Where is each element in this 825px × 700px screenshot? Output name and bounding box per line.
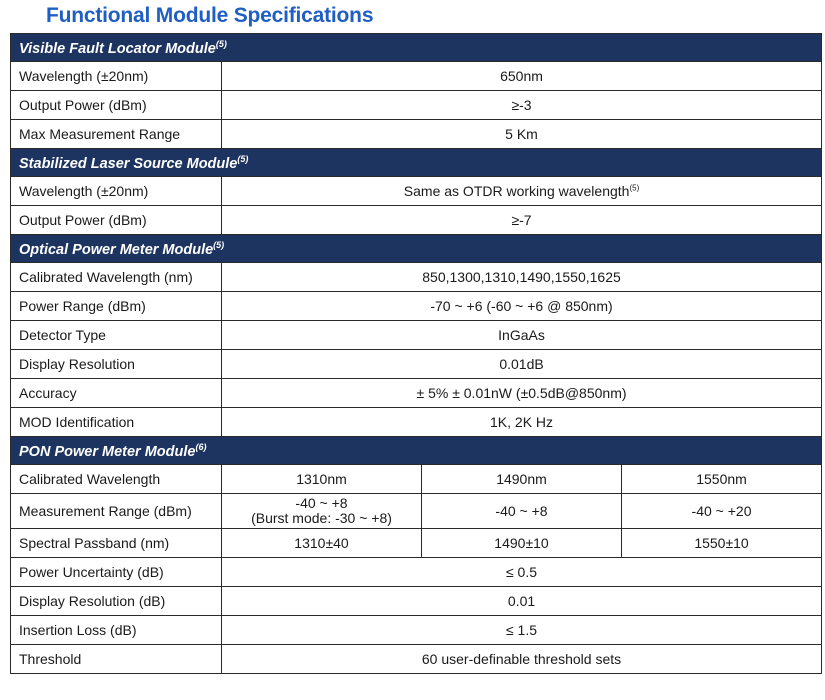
cell-1550: -40 ~ +20 (622, 494, 822, 529)
table-row (11, 91, 822, 120)
row-value: 850,1300,1310,1490,1550,1625 (222, 263, 822, 292)
table-row (11, 587, 822, 616)
cell-1310: 1310±40 (222, 529, 422, 558)
range-main: -40 ~ +8 (295, 495, 348, 511)
table-row (11, 529, 822, 558)
row-value: 5 Km (222, 120, 822, 149)
row-label: Display Resolution (dB) (11, 587, 222, 616)
row-label: Max Measurement Range (11, 120, 222, 149)
table-row (11, 379, 822, 408)
section-title: PON Power Meter Module$^{(6)}$ (11, 437, 822, 465)
row-label: Accuracy (11, 379, 222, 408)
table-row (11, 465, 822, 494)
table-row (11, 494, 822, 529)
table-row (11, 120, 822, 149)
row-label: Wavelength (±20nm) (11, 177, 222, 206)
row-label: Threshold (11, 645, 222, 674)
row-value: ≥-7 (222, 206, 822, 235)
row-value: 1K, 2K Hz (222, 408, 822, 437)
table-row (11, 177, 822, 206)
cell-1490: 1490±10 (422, 529, 622, 558)
row-value: 0.01 (222, 587, 822, 616)
row-value: 0.01dB (222, 350, 822, 379)
table-row (11, 350, 822, 379)
section-header-vfl (11, 34, 822, 62)
row-value: ≤ 1.5 (222, 616, 822, 645)
row-label: Insertion Loss (dB) (11, 616, 222, 645)
table-row (11, 645, 822, 674)
table-row (11, 263, 822, 292)
row-label: Wavelength (±20nm) (11, 62, 222, 91)
row-label: Output Power (dBm) (11, 206, 222, 235)
cell-1310 (222, 494, 422, 529)
row-label: Display Resolution (11, 350, 222, 379)
cell-1310: 1310nm (222, 465, 422, 494)
table-row (11, 321, 822, 350)
cell-1490: -40 ~ +8 (422, 494, 622, 529)
table-row (11, 206, 822, 235)
row-label: Calibrated Wavelength (11, 465, 222, 494)
row-label: Detector Type (11, 321, 222, 350)
row-value: ≥-3 (222, 91, 822, 120)
row-value: InGaAs (222, 321, 822, 350)
table-row (11, 408, 822, 437)
row-label: Power Uncertainty (dB) (11, 558, 222, 587)
spec-table (10, 33, 822, 674)
section-title: Visible Fault Locator Module$^{(5)}$ (11, 34, 822, 62)
table-row (11, 616, 822, 645)
row-label: Calibrated Wavelength (nm) (11, 263, 222, 292)
cell-1550: 1550±10 (622, 529, 822, 558)
row-value: -70 ~ +6 (-60 ~ +6 @ 850nm) (222, 292, 822, 321)
row-label: Spectral Passband (nm) (11, 529, 222, 558)
cell-1490: 1490nm (422, 465, 622, 494)
row-label: Power Range (dBm) (11, 292, 222, 321)
row-value: Same as OTDR working wavelength$^{(5)}$ (222, 177, 822, 206)
row-label: Measurement Range (dBm) (11, 494, 222, 529)
row-value: ≤ 0.5 (222, 558, 822, 587)
row-value: ± 5% ± 0.01nW (±0.5dB@850nm) (222, 379, 822, 408)
table-row (11, 62, 822, 91)
row-label: MOD Identification (11, 408, 222, 437)
section-header-sls (11, 149, 822, 177)
section-title: Optical Power Meter Module$^{(5)}$ (11, 235, 822, 263)
table-row (11, 558, 822, 587)
row-value: 60 user-definable threshold sets (222, 645, 822, 674)
section-title: Stabilized Laser Source Module$^{(5)}$ (11, 149, 822, 177)
range-burst: (Burst mode: -30 ~ +8) (251, 510, 392, 526)
section-header-opm (11, 235, 822, 263)
cell-1550: 1550nm (622, 465, 822, 494)
row-value: 650nm (222, 62, 822, 91)
row-label: Output Power (dBm) (11, 91, 222, 120)
page-title: Functional Module Specifications (46, 4, 374, 27)
table-row (11, 292, 822, 321)
section-header-pon (11, 437, 822, 465)
